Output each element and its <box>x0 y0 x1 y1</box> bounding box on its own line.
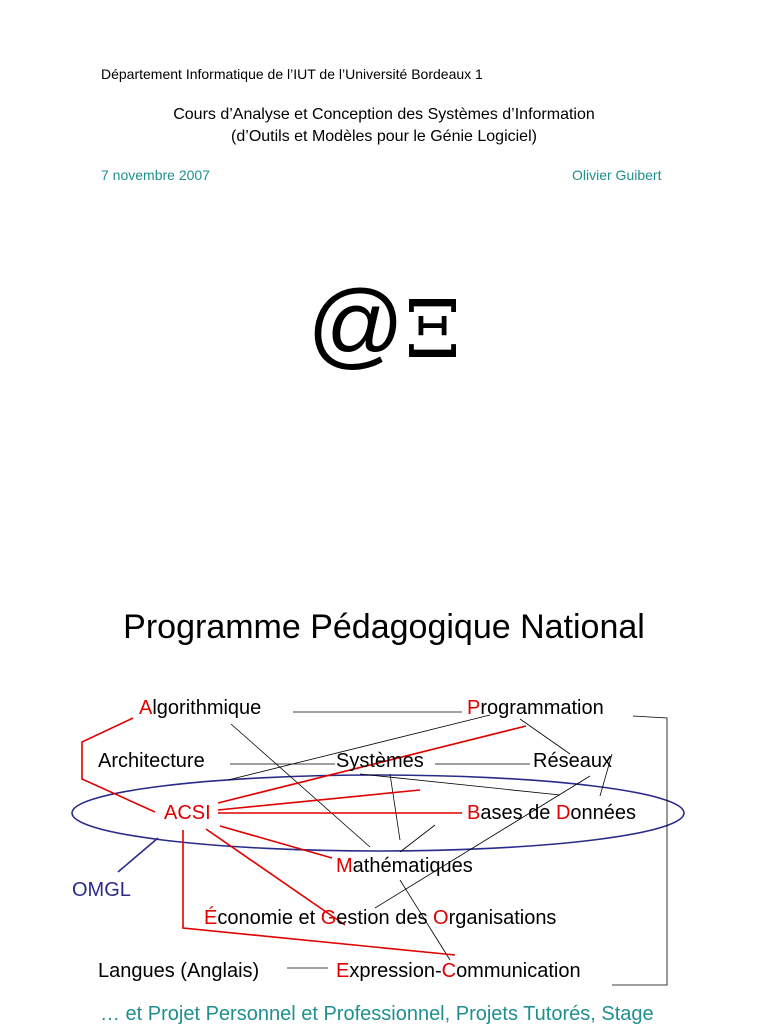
at-symbol-icon: @ <box>307 271 405 378</box>
node-omgl: OMGL <box>72 879 131 901</box>
node-programmation: Programmation <box>467 697 604 719</box>
course-subtitle: (d’Outils et Modèles pour le Génie Logiciel) <box>231 128 537 145</box>
section-title: Programme Pédagogique National <box>123 608 645 646</box>
node-acsi: ACSI <box>164 802 211 824</box>
omgl-connector <box>118 838 158 872</box>
department-line: Département Informatique de l’IUT de l’Université Bordeaux 1 <box>101 66 483 82</box>
node-reseaux: Réseaux <box>533 750 612 772</box>
node-algorithmique: Algorithmique <box>139 697 262 719</box>
node-systemes: Systèmes <box>336 750 424 772</box>
course-title: Cours d’Analyse et Conception des Systèmes d’Information <box>173 106 595 123</box>
xi-symbol-icon: Ξ <box>404 283 461 376</box>
node-expression-communication: Expression-Communication <box>336 960 581 982</box>
node-bases-de-donnees: Bases de Données <box>467 802 637 824</box>
node-langues: Langues (Anglais) <box>98 960 260 982</box>
author-name: Olivier Guibert <box>572 167 662 183</box>
node-economie-gestion: Économie et Gestion des Organisations <box>204 907 557 929</box>
node-architecture: Architecture <box>98 750 205 772</box>
node-mathematiques: Mathématiques <box>336 855 473 877</box>
document-date: 7 novembre 2007 <box>101 167 210 183</box>
footer-note: … et Projet Personnel et Professionnel, Projets Tutorés, Stage <box>100 1003 654 1025</box>
